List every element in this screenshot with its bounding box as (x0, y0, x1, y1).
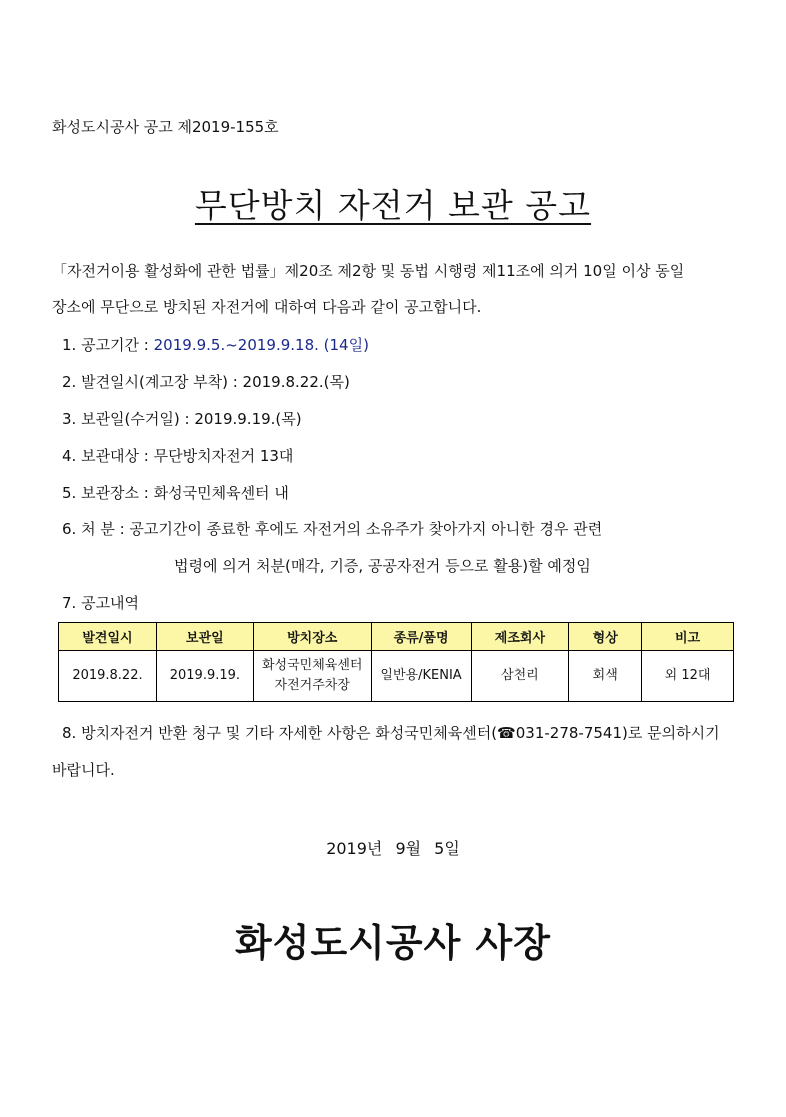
item-8-line-2: 바랍니다. (52, 761, 115, 779)
intro-line-1: 「자전거이용 활성화에 관한 법률」제20조 제2항 및 동법 시행령 제11조에 의거 10일 이상 동일 (52, 262, 685, 280)
cell-maker: 삼천리 (471, 651, 569, 702)
title-text: 무단방치 자전거 보관 공고 (194, 186, 592, 225)
notice-date: 2019년 9월 5일 (326, 839, 460, 858)
item-3: 3. 보관일(수거일) : 2019.9.19.(목) (62, 410, 302, 428)
cell-shape: 회색 (569, 651, 642, 702)
cell-type: 일반용/KENIA (371, 651, 471, 702)
header-maker: 제조회사 (471, 623, 569, 651)
issuer-name: 화성도시공사 사장 (235, 921, 551, 965)
item-6-line-2: 법령에 의거 처분(매각, 기증, 공공자전거 등으로 활용)할 예정임 (174, 557, 591, 575)
item-1-period: 2019.9.5.~2019.9.18. (14일) (153, 336, 369, 354)
notice-number: 화성도시공사 공고 제2019-155호 (52, 118, 279, 136)
cell-storage-date: 2019.9.19. (156, 651, 253, 702)
header-storage-date: 보관일 (156, 623, 253, 651)
cell-place-line-1: 화성국민체육센터 (262, 658, 363, 673)
header-found-date: 발견일시 (59, 623, 157, 651)
item-7: 7. 공고내역 (62, 594, 140, 612)
table-row (59, 651, 734, 702)
table-header-row (59, 623, 734, 651)
notice-table (58, 622, 734, 702)
header-place: 방치장소 (253, 623, 371, 651)
item-4: 4. 보관대상 : 무단방치자전거 13대 (62, 447, 294, 465)
item-5: 5. 보관장소 : 화성국민체육센터 내 (62, 484, 289, 502)
item-2: 2. 발견일시(계고장 부착) : 2019.8.22.(목) (62, 373, 350, 391)
page-title (0, 180, 786, 227)
cell-place (253, 651, 371, 702)
header-note: 비고 (642, 623, 734, 651)
cell-found-date: 2019.8.22. (59, 651, 157, 702)
item-6-line-1: 6. 처 분 : 공고기간이 종료한 후에도 자전거의 소유주가 찾아가지 아니한 경우 관련 (62, 520, 603, 538)
cell-place-line-2: 자전거주차장 (274, 678, 350, 693)
item-8-line-1: 8. 방치자전거 반환 청구 및 기타 자세한 사항은 화성국민체육센터(☎031-278-7541)로 문의하시기 (62, 724, 720, 742)
header-type: 종류/품명 (371, 623, 471, 651)
cell-note: 외 12대 (642, 651, 734, 702)
item-1 (62, 334, 369, 355)
intro-line-2: 장소에 무단으로 방치된 자전거에 대하여 다음과 같이 공고합니다. (52, 298, 482, 316)
header-shape: 형상 (569, 623, 642, 651)
item-1-label: 1. 공고기간 : (62, 336, 154, 354)
